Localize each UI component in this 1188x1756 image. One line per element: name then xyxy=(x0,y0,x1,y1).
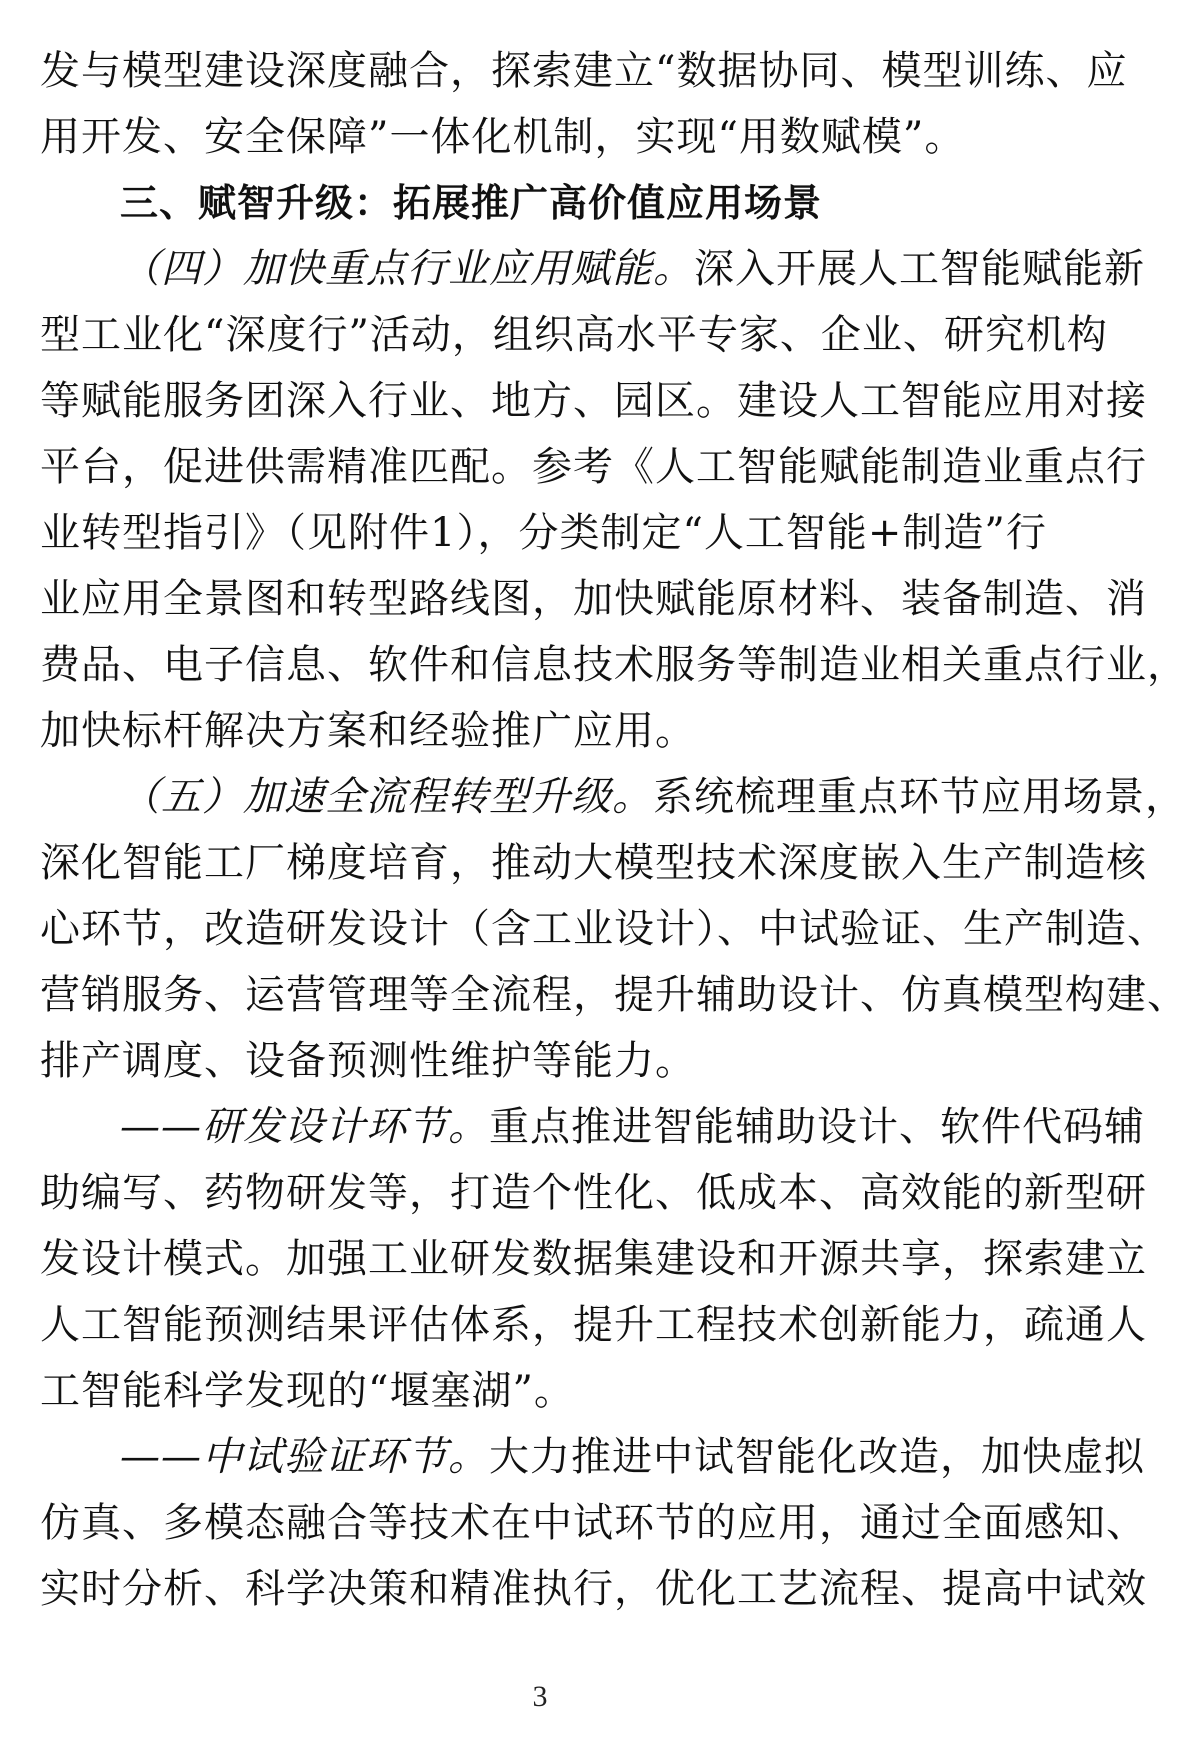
text-line: 人工智能预测结果评估体系，提升工程技术创新能力，疏通人 xyxy=(40,1302,1147,1348)
text-line: 发与模型建设深度融合，探索建立“数据协同、模型训练、应 xyxy=(40,48,1128,94)
text-line: 等赋能服务团深入行业、地方、园区。建设人工智能应用对接 xyxy=(40,378,1147,424)
text-run: 重点推进智能辅助设计、软件代码辅 xyxy=(489,1104,1145,1150)
subsection-title: （五）加速全流程转型升级。 xyxy=(120,774,653,820)
text-run: 大力推进中试智能化改造，加快虚拟 xyxy=(489,1434,1145,1480)
section-heading: 三、赋智升级：拓展推广高价值应用场景 xyxy=(120,181,823,225)
document-page xyxy=(40,38,1188,1622)
paragraph-first-line xyxy=(40,764,1186,830)
text-line: 排产调度、设备预测性维护等能力。 xyxy=(40,1038,696,1084)
text-line: 加快标杆解决方案和经验推广应用。 xyxy=(40,708,696,754)
text-line: 业应用全景图和转型路线图，加快赋能原材料、装备制造、消 xyxy=(40,576,1147,622)
text-line: 仿真、多模态融合等技术在中试环节的应用，通过全面感知、 xyxy=(40,1500,1147,1546)
text-line: 心环节，改造研发设计（含工业设计）、中试验证、生产制造、 xyxy=(40,906,1168,952)
text-line: 平台，促进供需精准匹配。参考《人工智能赋能制造业重点行 xyxy=(40,444,1147,490)
paragraph-first-line xyxy=(40,1094,1145,1160)
text-line: 型工业化“深度行”活动，组织高水平专家、企业、研究机构 xyxy=(40,312,1108,358)
text-line: 实时分析、科学决策和精准执行，优化工艺流程、提高中试效 xyxy=(40,1566,1147,1612)
text-run: 系统梳理重点环节应用场景， xyxy=(653,774,1186,820)
text-line: 助编写、药物研发等，打造个性化、低成本、高效能的新型研 xyxy=(40,1170,1147,1216)
text-line: 营销服务、运营管理等全流程，提升辅助设计、仿真模型构建、 xyxy=(40,972,1188,1018)
text-line: 深化智能工厂梯度培育，推动大模型技术深度嵌入生产制造核 xyxy=(40,840,1147,886)
text-line: 费品、电子信息、软件和信息技术服务等制造业相关重点行业， xyxy=(40,642,1188,688)
page-number: 3 xyxy=(532,1680,548,1713)
paragraph-first-line xyxy=(40,1424,1145,1490)
text-run: 深入开展人工智能赋能新 xyxy=(694,246,1145,292)
subsection-title: ——研发设计环节。 xyxy=(120,1104,489,1150)
text-line: 工智能科学发现的“堰塞湖”。 xyxy=(40,1368,575,1414)
subsection-title: ——中试验证环节。 xyxy=(120,1434,489,1480)
text-line: 用开发、安全保障”一体化机制，实现“用数赋模”。 xyxy=(40,114,966,160)
text-line: 发设计模式。加强工业研发数据集建设和开源共享，探索建立 xyxy=(40,1236,1147,1282)
subsection-title: （四）加快重点行业应用赋能。 xyxy=(120,246,694,292)
paragraph-first-line xyxy=(40,236,1145,302)
text-line: 业转型指引》（见附件1），分类制定“人工智能+制造”行 xyxy=(40,510,1047,556)
